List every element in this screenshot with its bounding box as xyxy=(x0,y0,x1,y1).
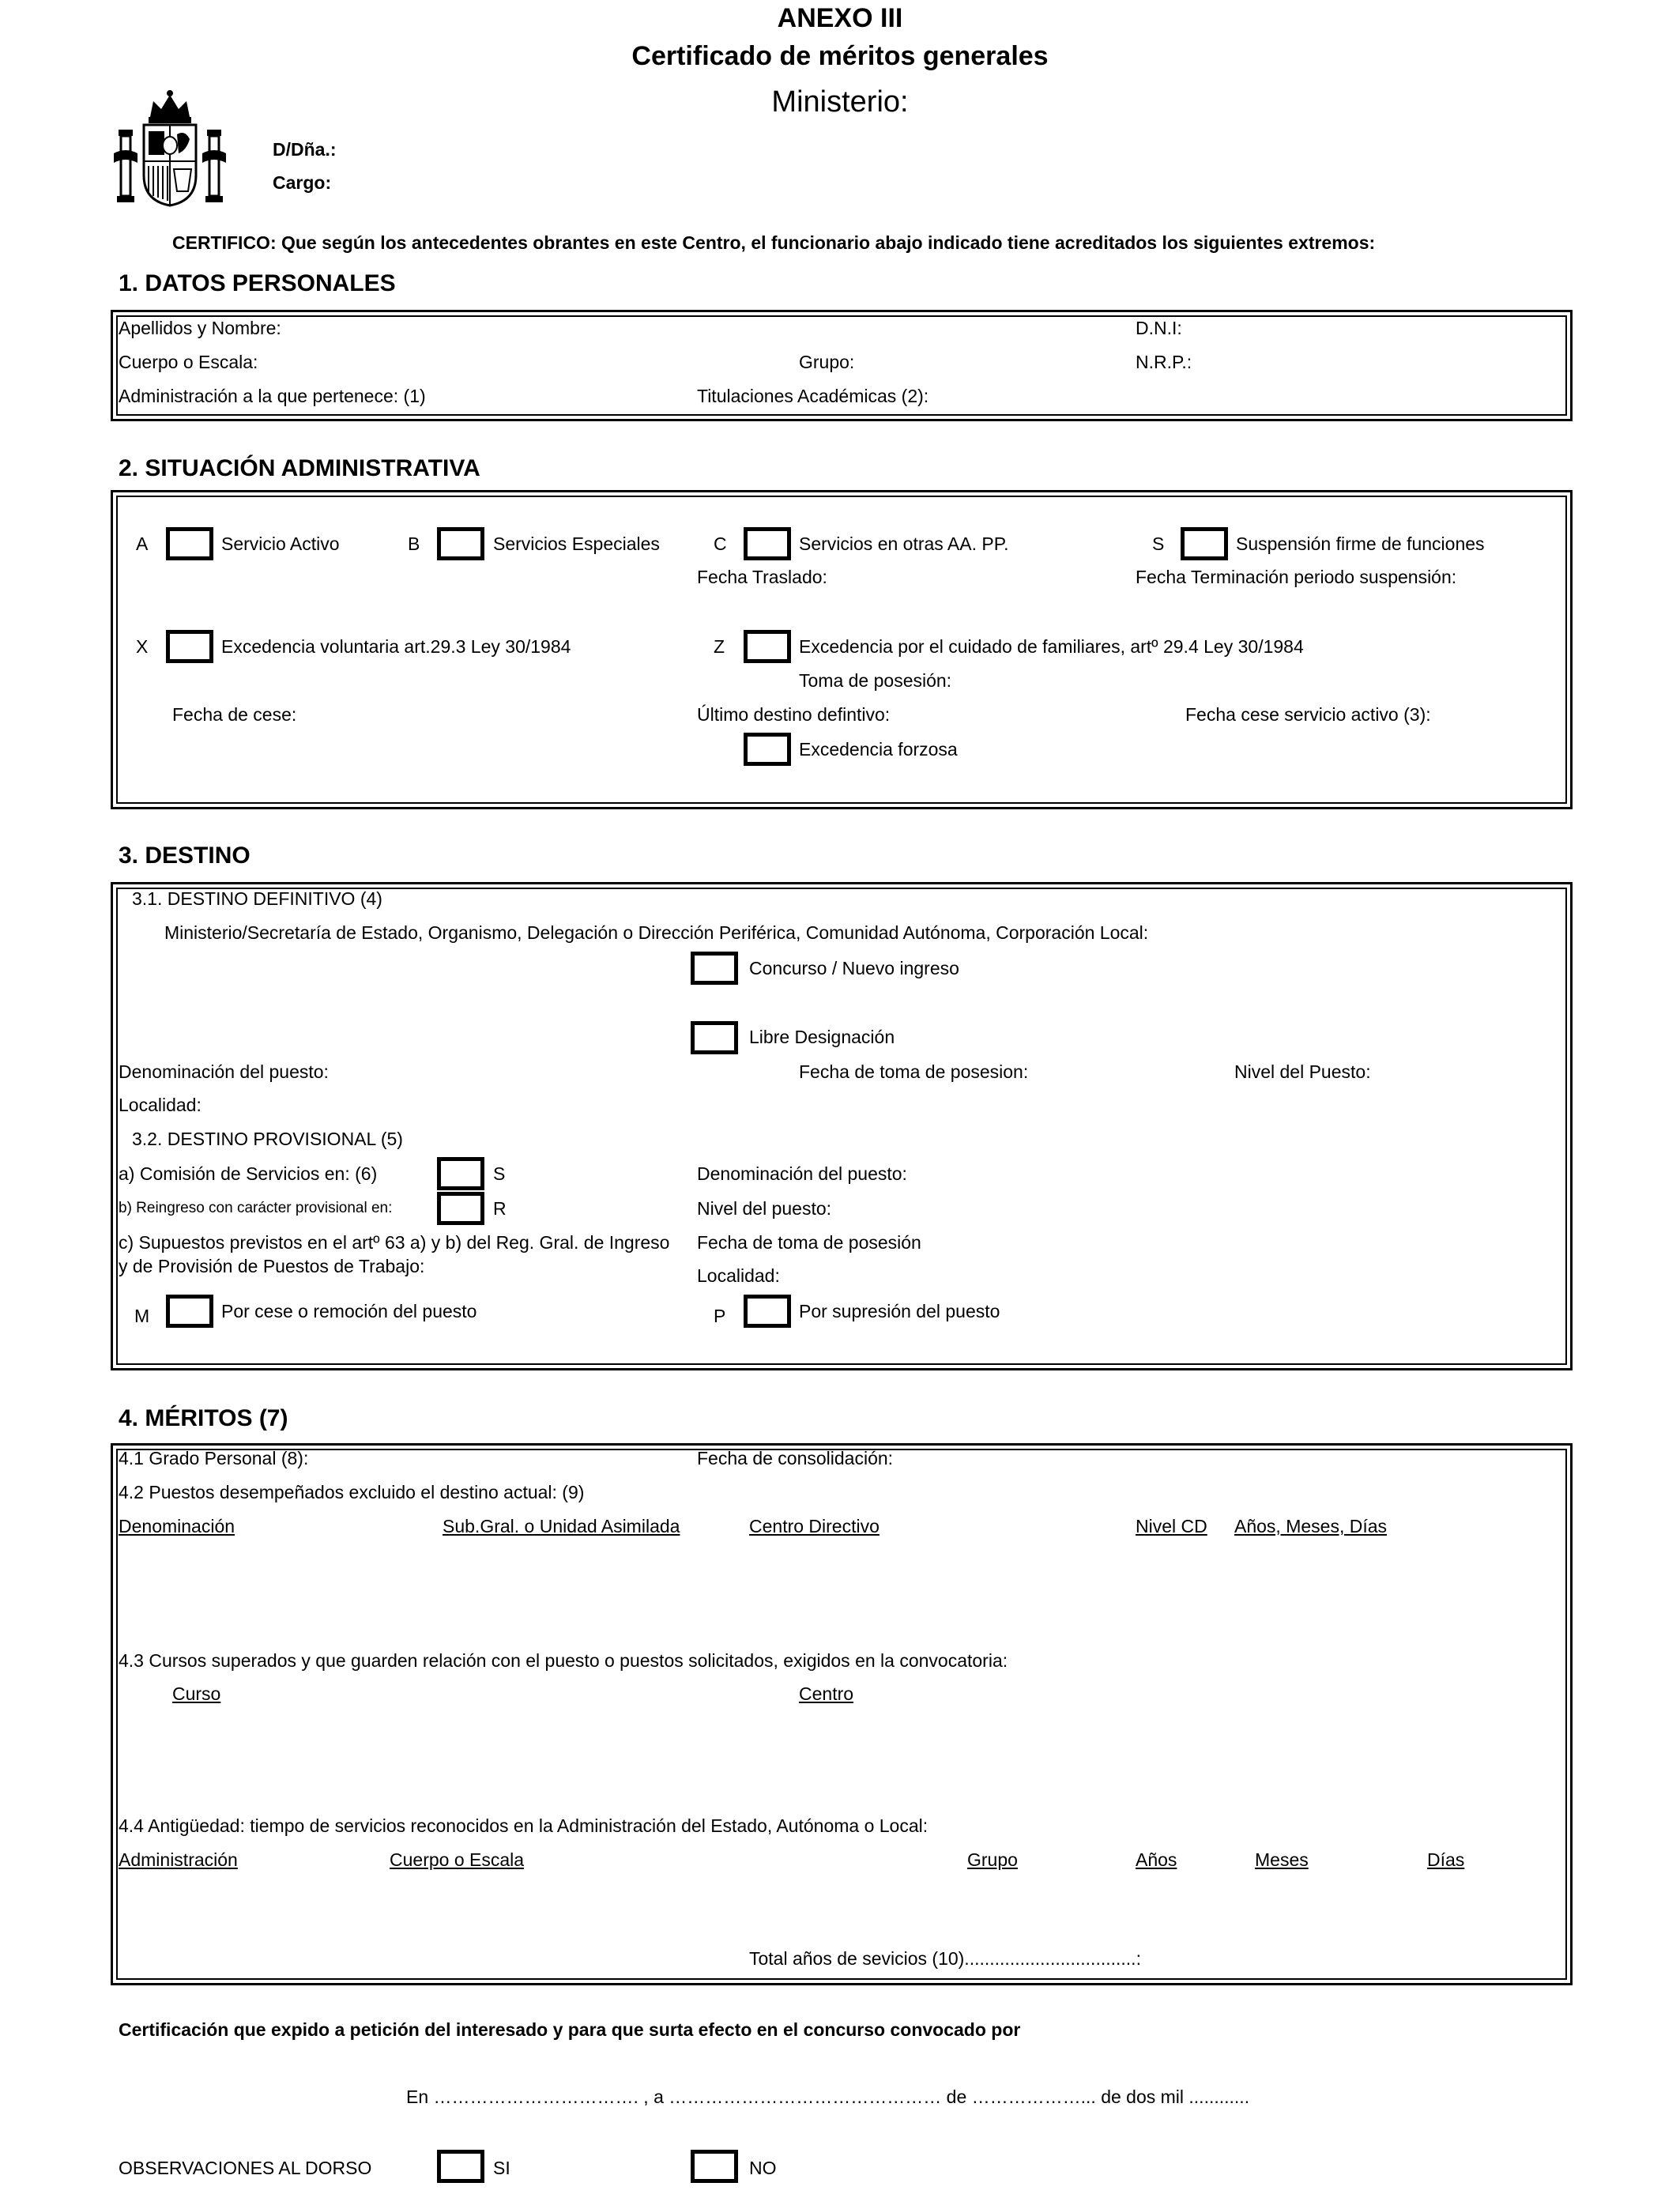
observaciones-no-label: NO xyxy=(749,2158,777,2178)
reingreso-r-letter: R xyxy=(493,1198,507,1219)
option-b-letter: B xyxy=(408,533,420,554)
destino-box xyxy=(111,882,1573,1370)
cuerpo-label: Cuerpo o Escala: xyxy=(119,352,258,372)
option-c-letter: C xyxy=(714,533,727,554)
option-p-letter: P xyxy=(714,1306,726,1326)
col-denominacion: Denominación xyxy=(119,1516,235,1536)
option-a-letter: A xyxy=(136,533,149,554)
excedencia-forzosa-label: Excedencia forzosa xyxy=(799,739,958,760)
fecha-traslado-label: Fecha Traslado: xyxy=(697,567,827,587)
col-cuerpo-escala: Cuerpo o Escala xyxy=(390,1849,525,1870)
localidad-2-label: Localidad: xyxy=(697,1265,780,1286)
annex-title: ANEXO III xyxy=(777,3,903,33)
cursos-label: 4.3 Cursos superados y que guarden relación con el puesto o puestos solicitados, exigidos en la convocatoria: xyxy=(119,1650,1008,1671)
col-anos: Años xyxy=(1136,1849,1177,1870)
servicio-activo-checkbox[interactable] xyxy=(166,527,213,560)
col-nivel-cd: Nivel CD xyxy=(1136,1516,1207,1536)
puestos-desempenados-label: 4.2 Puestos desempeñados excluido el destino actual: (9) xyxy=(119,1482,585,1502)
concurso-checkbox[interactable] xyxy=(691,952,738,985)
concurso-label: Concurso / Nuevo ingreso xyxy=(749,958,959,978)
section-4-title: 4. MÉRITOS (7) xyxy=(119,1405,288,1431)
section-2-title: 2. SITUACIÓN ADMINISTRATIVA xyxy=(119,455,480,481)
excedencia-familiares-checkbox[interactable] xyxy=(744,630,791,663)
administracion-label: Administración a la que pertenece: (1) xyxy=(119,386,426,406)
fecha-cese-label: Fecha de cese: xyxy=(172,704,297,725)
total-anos-servicios: Total años de sevicios (10)..................................: xyxy=(749,1948,1141,1969)
toma-posesion-label: Toma de posesión: xyxy=(799,670,952,691)
suspension-checkbox[interactable] xyxy=(1181,527,1228,560)
supresion-checkbox[interactable] xyxy=(744,1295,791,1328)
fecha-toma-posesion-label: Fecha de toma de posesion: xyxy=(799,1061,1029,1082)
option-x-letter: X xyxy=(136,636,149,657)
grado-personal-label: 4.1 Grado Personal (8): xyxy=(119,1448,309,1468)
supresion-label: Por supresión del puesto xyxy=(799,1301,1000,1321)
certifico-text: CERTIFICO: Que según los antecedentes obrantes en este Centro, el funcionario abajo indicado tiene acreditados los siguientes extremos: xyxy=(172,232,1376,253)
observaciones-label: OBSERVACIONES AL DORSO xyxy=(119,2158,372,2178)
destino-definitivo-label: 3.1. DESTINO DEFINITIVO (4) xyxy=(132,888,382,909)
fecha-toma-posesion-2-label: Fecha de toma de posesión xyxy=(697,1232,921,1253)
ministerio-organismo-label: Ministerio/Secretaría de Estado, Organismo, Delegación o Dirección Periférica, Comunidad Autónoma, Corporación Local: xyxy=(164,922,1149,943)
option-z-letter: Z xyxy=(714,636,725,657)
destino-provisional-label: 3.2. DESTINO PROVISIONAL (5) xyxy=(132,1129,403,1149)
antiguedad-label: 4.4 Antigüedad: tiempo de servicios reconocidos en la Administración del Estado, Autónoma o Local: xyxy=(119,1815,929,1836)
ultimo-destino-label: Último destino defintivo: xyxy=(697,704,891,725)
col-anos-meses-dias: Años, Meses, Días xyxy=(1234,1516,1388,1536)
excedencia-voluntaria-checkbox[interactable] xyxy=(166,630,213,663)
libre-designacion-label: Libre Designación xyxy=(749,1027,895,1047)
certificacion-text: Certificación que expido a petición del interesado y para que surta efecto en el concurso convocado por xyxy=(119,2019,1021,2040)
cese-remocion-checkbox[interactable] xyxy=(166,1295,213,1328)
denominacion-puesto-2-label: Denominación del puesto: xyxy=(697,1163,907,1184)
ministry-label: Ministerio: xyxy=(771,85,909,119)
servicio-activo-label: Servicio Activo xyxy=(221,533,340,554)
excedencia-voluntaria-label: Excedencia voluntaria art.29.3 Ley 30/1984 xyxy=(221,636,571,657)
comision-servicios-label: a) Comisión de Servicios en: (6) xyxy=(119,1163,378,1184)
observaciones-no-checkbox[interactable] xyxy=(691,2150,738,2183)
excedencia-familiares-label: Excedencia por el cuidado de familiares, artº 29.4 Ley 30/1984 xyxy=(799,636,1304,657)
nivel-puesto-2-label: Nivel del puesto: xyxy=(697,1198,832,1219)
col-grupo: Grupo xyxy=(967,1849,1018,1870)
servicios-especiales-label: Servicios Especiales xyxy=(493,533,660,554)
grupo-label: Grupo: xyxy=(799,352,855,372)
col-administracion: Administración xyxy=(119,1849,238,1870)
apellidos-label: Apellidos y Nombre: xyxy=(119,318,281,338)
supuestos-line-2: y de Provisión de Puestos de Trabajo: xyxy=(119,1256,425,1276)
col-centro: Centro xyxy=(799,1683,854,1704)
reingreso-provisional-label: b) Reingreso con carácter provisional en: xyxy=(119,1200,393,1216)
fecha-consolidacion-label: Fecha de consolidación: xyxy=(697,1448,894,1468)
otras-aapp-label: Servicios en otras AA. PP. xyxy=(799,533,1009,554)
servicios-especiales-checkbox[interactable] xyxy=(437,527,484,560)
section-3-title: 3. DESTINO xyxy=(119,843,250,869)
suspension-label: Suspensión firme de funciones xyxy=(1236,533,1485,554)
comision-s-checkbox[interactable] xyxy=(437,1157,484,1190)
observaciones-si-checkbox[interactable] xyxy=(437,2150,484,2183)
section-1-title: 1. DATOS PERSONALES xyxy=(119,270,396,296)
option-s-letter: S xyxy=(1152,533,1165,554)
reingreso-r-checkbox[interactable] xyxy=(437,1192,484,1225)
col-centro-directivo: Centro Directivo xyxy=(749,1516,880,1536)
dni-label: D.N.I: xyxy=(1136,318,1182,338)
localidad-label: Localidad: xyxy=(119,1095,202,1115)
col-curso: Curso xyxy=(172,1683,221,1704)
nivel-puesto-label: Nivel del Puesto: xyxy=(1234,1061,1371,1082)
denominacion-puesto-label: Denominación del puesto: xyxy=(119,1061,329,1082)
comision-s-letter: S xyxy=(493,1163,506,1184)
document-title: Certificado de méritos generales xyxy=(631,41,1049,71)
col-dias: Días xyxy=(1427,1849,1465,1870)
cargo-label: Cargo: xyxy=(273,172,332,193)
col-subgral: Sub.Gral. o Unidad Asimilada xyxy=(443,1516,680,1536)
supuestos-line-1: c) Supuestos previstos en el artº 63 a) y b) del Reg. Gral. de Ingreso xyxy=(119,1232,670,1253)
libre-designacion-checkbox[interactable] xyxy=(691,1021,738,1054)
col-meses: Meses xyxy=(1255,1849,1309,1870)
otras-aapp-checkbox[interactable] xyxy=(744,527,791,560)
fecha-terminacion-label: Fecha Terminación periodo suspensión: xyxy=(1136,567,1457,587)
titulaciones-label: Titulaciones Académicas (2): xyxy=(697,386,929,406)
observaciones-si-label: SI xyxy=(493,2158,510,2178)
excedencia-forzosa-checkbox[interactable] xyxy=(744,733,791,766)
nrp-label: N.R.P.: xyxy=(1136,352,1192,372)
dna-label: D/Dña.: xyxy=(273,139,337,160)
fecha-cese-activo-label: Fecha cese servicio activo (3): xyxy=(1185,704,1431,725)
place-date-line: En ……………………………. , a ……………………………………… de ………………... de dos mil ............ xyxy=(406,2087,1250,2107)
coat-of-arms-icon xyxy=(112,90,228,207)
cese-remocion-label: Por cese o remoción del puesto xyxy=(221,1301,477,1321)
option-m-letter: M xyxy=(134,1306,150,1326)
